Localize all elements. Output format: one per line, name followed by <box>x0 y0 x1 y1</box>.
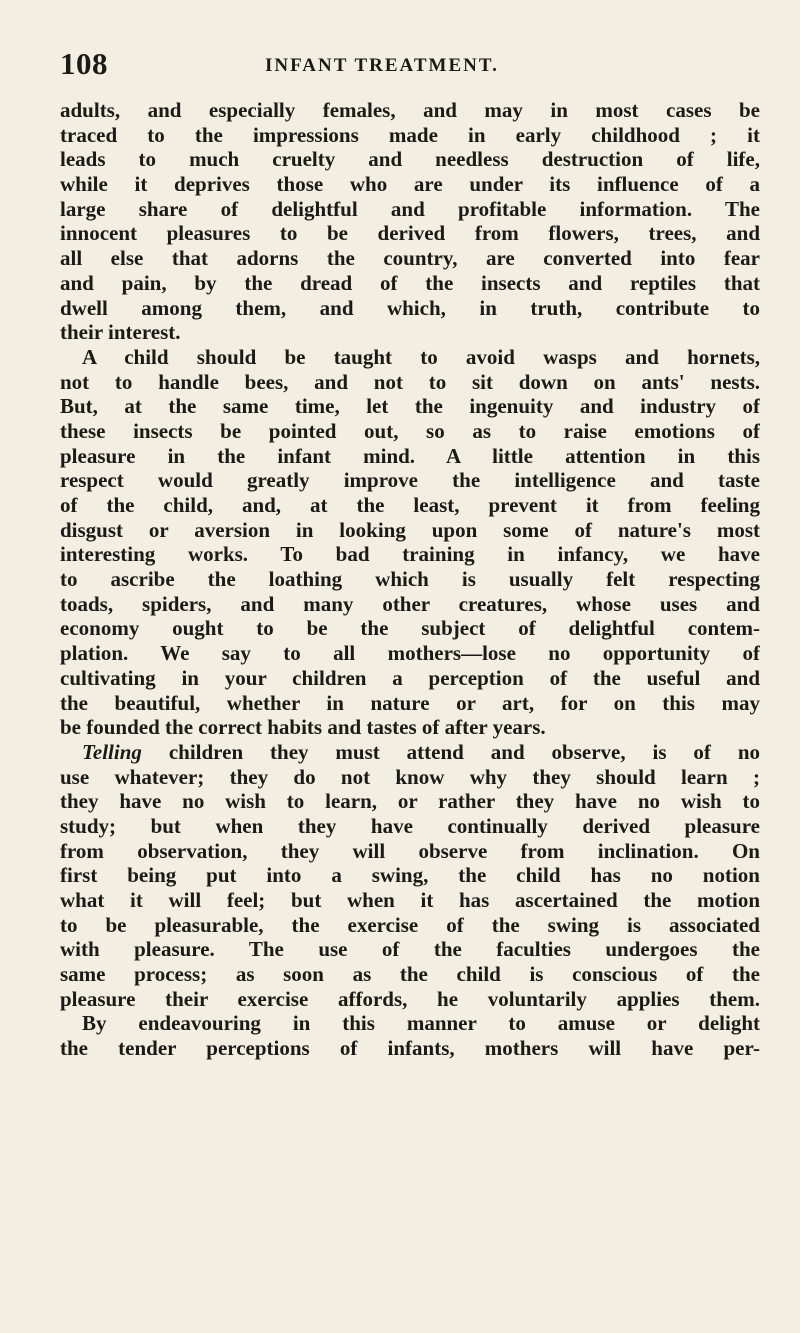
line-text: cultivating in your children a perception of the useful and <box>60 665 760 690</box>
text-line <box>60 740 760 765</box>
text-line <box>60 1036 760 1061</box>
line-text: to ascribe the loathing which is usually felt respecting <box>60 567 760 592</box>
text-line <box>60 691 760 716</box>
line-text: the beautiful, whether in nature or art, for on this may <box>60 690 760 715</box>
line-text: first being put into a swing, the child has no notion <box>60 863 760 888</box>
line-text: pleasure in the infant mind. A little attention in this <box>60 443 760 468</box>
text-line <box>60 98 760 123</box>
line-text: study; but when they have continually derived pleasure <box>60 813 760 838</box>
text-line <box>60 616 760 641</box>
text-line <box>60 863 760 888</box>
text-line <box>60 370 760 395</box>
body-text <box>60 98 760 1061</box>
text-line <box>60 987 760 1012</box>
line-text: of the child, and, at the least, prevent it from feeling <box>60 493 760 517</box>
text-line <box>60 518 760 543</box>
line-text: innocent pleasures to be derived from flowers, trees, and <box>60 221 760 246</box>
line-text: they have no wish to learn, or rather they have no wish to <box>60 789 760 814</box>
line-text: toads, spiders, and many other creatures, whose uses and <box>60 591 760 616</box>
italic-word: Telling <box>82 739 142 764</box>
line-text: while it deprives those who are under its influence of a <box>60 172 760 197</box>
line-text: and pain, by the dread of the insects and reptiles that <box>60 270 760 295</box>
text-line <box>60 814 760 839</box>
line-text: children they must attend and observe, is of no <box>168 739 760 764</box>
text-line <box>60 444 760 469</box>
text-line <box>60 888 760 913</box>
line-text: leads to much cruelty and needless destruction of life, <box>60 147 760 172</box>
text-line <box>60 221 760 246</box>
text-line <box>60 271 760 296</box>
text-line <box>60 296 760 321</box>
text-line <box>60 789 760 814</box>
line-text: A child should be taught to avoid wasps and hornets, <box>82 344 760 369</box>
text-line <box>60 542 760 567</box>
text-line <box>60 468 760 493</box>
page-header <box>60 46 760 86</box>
text-line <box>60 765 760 790</box>
page-number: 108 <box>60 46 108 81</box>
line-text: pleasure their exercise affords, he voluntarily applies them. <box>60 986 760 1011</box>
text-line <box>60 1011 760 1036</box>
text-line <box>60 123 760 148</box>
text-line <box>60 666 760 691</box>
line-text: what it will feel; but when it has ascertained the motion <box>60 888 760 912</box>
line-text: the tender perceptions of infants, mothers will have per- <box>60 1036 760 1061</box>
text-line <box>60 839 760 864</box>
line-text: with pleasure. The use of the faculties undergoes the <box>60 937 760 962</box>
line-text: from observation, they will observe from inclination. On <box>60 838 760 863</box>
text-line <box>60 394 760 419</box>
text-line <box>60 197 760 222</box>
line-text: disgust or aversion in looking upon some of nature's most <box>60 517 760 542</box>
text-line <box>60 567 760 592</box>
line-text: large share of delightful and profitable information. The <box>60 196 760 221</box>
line-text: to be pleasurable, the exercise of the swing is associated <box>60 912 760 937</box>
running-head: INFANT TREATMENT. <box>265 55 499 76</box>
text-line <box>60 937 760 962</box>
line-text: adults, and especially females, and may in most cases be <box>60 98 760 122</box>
text-line <box>60 962 760 987</box>
text-line <box>60 172 760 197</box>
line-text: interesting works. To bad training in infancy, we have <box>60 542 760 567</box>
text-line <box>60 246 760 271</box>
text-line <box>60 493 760 518</box>
text-line <box>60 147 760 172</box>
text-line <box>60 641 760 666</box>
line-text: respect would greatly improve the intelligence and taste <box>60 468 760 493</box>
text-line <box>60 715 760 740</box>
line-text: their interest. <box>60 320 181 345</box>
line-text: traced to the impressions made in early childhood ; it <box>60 122 760 147</box>
text-line <box>60 320 760 345</box>
line-text: all else that adorns the country, are converted into fear <box>60 246 760 271</box>
text-line <box>60 345 760 370</box>
line-text: use whatever; they do not know why they should learn ; <box>60 764 760 789</box>
line-text: plation. We say to all mothers—lose no opportunity of <box>60 641 760 666</box>
line-text: same process; as soon as the child is conscious of the <box>60 962 760 987</box>
text-line <box>60 913 760 938</box>
line-text: these insects be pointed out, so as to raise emotions of <box>60 418 760 443</box>
text-line <box>60 419 760 444</box>
line-text: economy ought to be the subject of delightful contem- <box>60 616 760 641</box>
text-line <box>60 592 760 617</box>
line-text: dwell among them, and which, in truth, contribute to <box>60 295 760 320</box>
line-text: be founded the correct habits and tastes of after years. <box>60 715 546 740</box>
line-text: not to handle bees, and not to sit down on ants' nests. <box>60 369 760 394</box>
line-text: By endeavouring in this manner to amuse or delight <box>82 1011 760 1036</box>
line-text: But, at the same time, let the ingenuity and industry of <box>60 394 760 419</box>
